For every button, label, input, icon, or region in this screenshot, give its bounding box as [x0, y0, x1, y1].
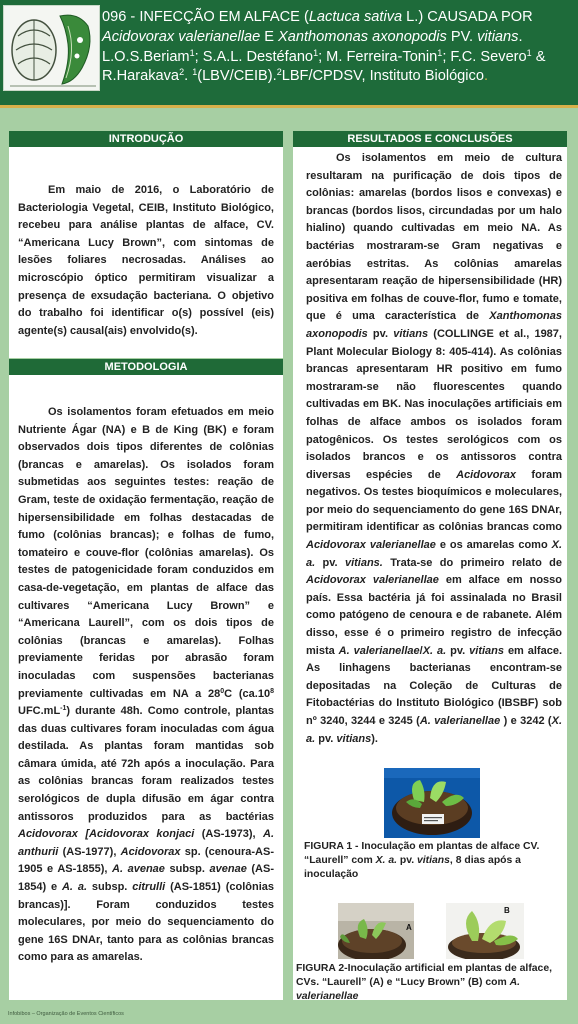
intro-heading: INTRODUÇÃO: [9, 131, 283, 147]
species-name: Acidovorax [Acidovorax konjaci: [18, 828, 195, 841]
institution-logo: [3, 5, 100, 91]
affiliation-mark: 1: [437, 47, 443, 58]
title-text: E: [260, 28, 279, 45]
resultados-paragraph: e os amarelas como: [435, 539, 552, 552]
metodologia-paragraph: (AS-1851) (colônias brancas)]. Foram conduzidos testes moleculares, por meio do sequenciamento do gene 16S DNAr, tanto para as colônias brancas como para as amarelas.: [18, 881, 274, 964]
species-name: A. a.: [61, 881, 88, 894]
affiliation-mark: 2: [179, 67, 185, 78]
metodologia-paragraph: (AS-1977),: [58, 845, 121, 858]
title-text: PV.: [446, 28, 478, 45]
metodologia-paragraph: UFC.mL: [18, 705, 61, 718]
species-name: A. valerianellae: [296, 977, 521, 1002]
affiliation-text: (LBV/CEIB).: [197, 68, 277, 85]
metodologia-paragraph: sp. (cenoura-AS-1905 e AS-1855),: [18, 845, 274, 876]
footer-credit: Infobibos – Organização de Eventos Científicos: [8, 1011, 124, 1017]
figure2-label-a: A: [406, 923, 412, 932]
resultados-paragraph: em alface em nosso país. Essa bactéria já foi assinalada no Brasil como patógeno de cenoura e de rabanete. Além disso, esse é o primeiro registro de infecção mista: [306, 574, 562, 657]
lettuce-lucy-brown-photo-icon: [446, 903, 524, 959]
author-name: ; M. Ferreira-Tonin: [318, 48, 438, 65]
affiliation-mark: 1: [526, 47, 532, 58]
metodologia-paragraph: (AS-1854) e: [18, 863, 275, 894]
species-name: vitians: [393, 327, 429, 340]
resultados-text: [306, 150, 562, 748]
caption-text: pv.: [396, 855, 417, 866]
resultados-paragraph: ).: [371, 732, 378, 745]
species-name: Xanthomonas axonopodis: [306, 310, 562, 340]
species-name: Acidovorax: [456, 468, 517, 481]
figure2-caption: [296, 962, 566, 1004]
species-name: citrulli: [132, 881, 166, 894]
poster-title: [102, 8, 576, 87]
figure2-photo-a: [338, 903, 414, 959]
figure2-label-b: B: [504, 906, 510, 915]
title-text: L.) CAUSADA POR: [402, 9, 533, 25]
species-name: X. a.: [306, 715, 563, 745]
affiliation-mark: 1: [189, 47, 195, 58]
poster-header: [0, 0, 578, 105]
species-name: vitians: [469, 644, 505, 657]
resultados-heading: RESULTADOS E CONCLUSÕES: [293, 131, 567, 147]
metodologia-paragraph: C (ca.10: [224, 687, 271, 700]
caption-text: FIGURA 1 - Inoculação em plantas de alface CV. “Laurell” com: [304, 841, 540, 866]
resultados-paragraph: foram negativos. Os testes bioquímicos e moleculares, por meio do sequenciamento do gene 16S DNAr, permitiram identificar as colônias brancas como: [306, 468, 562, 534]
resultados-paragraph: pv.: [367, 327, 394, 340]
author-name: ; F.C. Severo: [442, 48, 527, 65]
resultados-paragraph: pv.: [446, 644, 470, 657]
caption-text: FIGURA 2-Inoculação artificial em plantas de alface, CVs. “Laurell” (A) e “Lucy Brown” (B) com: [296, 963, 552, 988]
species-name: vitians: [336, 732, 372, 745]
exponent: -1: [60, 705, 67, 713]
resultados-paragraph: Trata-se do primeiro relato de: [382, 556, 562, 569]
species-name: avenae: [209, 863, 247, 876]
intro-paragraph: Em maio de 2016, o Laboratório de Bacteriologia Vegetal, CEIB, Instituto Biológico, recebeu para análise plantas de alface, CV. “Americana Lucy Brown”, com sintomas de lesões foliares necrosadas. Análises ao microscópio óptico permitiram visualizar a presença de exsudação bacteriana. O objetivo do trabalho foi identificar o(s) possível (eis) agente(s) causal(ais) envolvido(s).: [18, 184, 274, 337]
lettuce-pot-photo-icon: [384, 768, 480, 838]
species-name: X. a.: [375, 855, 397, 866]
exponent: 8: [270, 687, 274, 695]
intro-text: [18, 182, 274, 340]
logo-illustration-icon: [4, 6, 100, 91]
affiliation-mark: 1: [313, 47, 319, 58]
figure1-caption: [304, 840, 564, 882]
metodologia-paragraph: subsp.: [164, 863, 210, 876]
header-divider: [0, 105, 578, 108]
lettuce-laurell-photo-icon: [338, 903, 414, 959]
title-species: vitians: [477, 28, 519, 45]
caption-text: , 8 dias após a inoculação: [304, 855, 521, 880]
metodologia-paragraph: subsp.: [87, 881, 133, 894]
metodologia-paragraph: ) durante 48h. Como controle, plantas das duas cultivares foram inoculadas com água destilada. As plantas foram mantidas sob câmara úmida, até 72h após a inoculação. Para as colônias brancas foram realizados testes serológicos de dupla difusão em ágar contra antissoros produzidos para as bactérias: [18, 705, 274, 823]
degree-mark: 0: [220, 687, 225, 695]
title-species: Xanthomonas axonopodis: [278, 28, 447, 45]
metodologia-paragraph: (AS-1973),: [194, 828, 263, 841]
resultados-paragraph: /: [419, 644, 423, 657]
author-name: ; S.A.L. Destéfano: [194, 48, 314, 65]
resultados-paragraph: em alface. As linhagens bacterianas encontram-se depositadas na Coleção de Culturas de Fitobactérias do Instituto Biológico (IBSBF) sob nº 3240, 3244 e 3245 (: [306, 644, 563, 727]
title-text: 096 - INFECÇÃO EM ALFACE (: [102, 9, 309, 25]
metodologia-paragraph: Os isolamentos foram efetuados em meio Nutriente Ágar (NA) e B de King (BK) e foram observados dois tipos diferentes de colônias (brancas e amarelas). Os isolados foram submetidas aos seguintes testes: reação de Gram, teste de oxidação fermentação, reação de hipersensibilidade em folhas destacadas de fumo (colônias brancas); e folhas de fumo, tomateiro e couve-flor (colônias amarelas). Os testes de patogenicidade foram conduzidos em casa-de-vegetação, em plantas de alface das cultivares “Americana Lucy Brown” e “Americana Laurell”, com os dois tipos de colônias (brancas e amarelas). Folhas previamente feridas por abrasão foram inoculadas com suspensões bacterianas previamente cultivadas em NA a 28: [18, 406, 274, 700]
figure2-photo-b: [446, 903, 524, 959]
species-name: Acidovorax: [120, 845, 181, 858]
species-name: vitians.: [344, 556, 383, 569]
resultados-paragraph: pv.: [315, 556, 345, 569]
resultados-paragraph: pv.: [315, 732, 337, 745]
resultados-paragraph: ) e 3242 (: [500, 715, 552, 727]
species-name: A. anthurii: [18, 828, 274, 858]
species-name: A. valerianellae: [338, 644, 420, 657]
title-species: Acidovorax valerianellae: [102, 28, 261, 45]
species-name: X. a.: [306, 539, 563, 569]
species-name: Acidovorax valerianellae: [306, 574, 439, 587]
title-text: .: [184, 68, 193, 85]
species-name: Acidovorax valerianellae: [306, 539, 436, 552]
metodologia-heading: METODOLOGIA: [9, 359, 283, 375]
species-name: vitians: [417, 855, 450, 866]
title-text: .: [483, 68, 489, 85]
title-text: .: [518, 28, 523, 45]
resultados-paragraph: (COLLINGE et al., 1987, Plant Molecular Biology 8: 405-414). As colônias brancas apresentaram HR positivo em fumo mostraram-se não fluorescentes quando cultivadas em BK. Nas inoculações artificiais em folhas de alface ambos os isolados foram patogênicos. Os testes serológicos com os isolados brancos e os antissoros contra diversas espécies de: [306, 327, 562, 481]
author-name: &: [531, 48, 546, 65]
affiliation-text: LBF/CPDSV, Instituto Biológico: [281, 68, 484, 85]
species-name: X. a.: [422, 644, 447, 657]
affiliation-mark: 2: [276, 67, 282, 78]
species-name: A. avenae: [112, 863, 165, 876]
species-name: A. valerianellae: [419, 715, 501, 727]
figure1-photo: [384, 768, 480, 838]
title-species: Lactuca sativa: [308, 9, 403, 25]
metodologia-text: [18, 404, 274, 967]
affiliation-mark: 1: [192, 67, 198, 78]
author-name: L.O.S.Beriam: [102, 48, 190, 65]
author-name: R.Harakava: [102, 68, 180, 85]
resultados-paragraph: Os isolamentos em meio de cultura resultaram na purificação de dois tipos de colônias: amarelas (bordos lisos e convexas) e brancas (bordos lisos, circundadas por um halo hialino) quando cultivadas em meio NA. As bactérias mostraram-se Gram negativas e aeróbias estritas. As colônias amarelas apresentaram reação de hipersensibilidade (HR) positiva em folhas de couve-flor, fumo e tomate, que é uma característica de: [306, 152, 562, 323]
